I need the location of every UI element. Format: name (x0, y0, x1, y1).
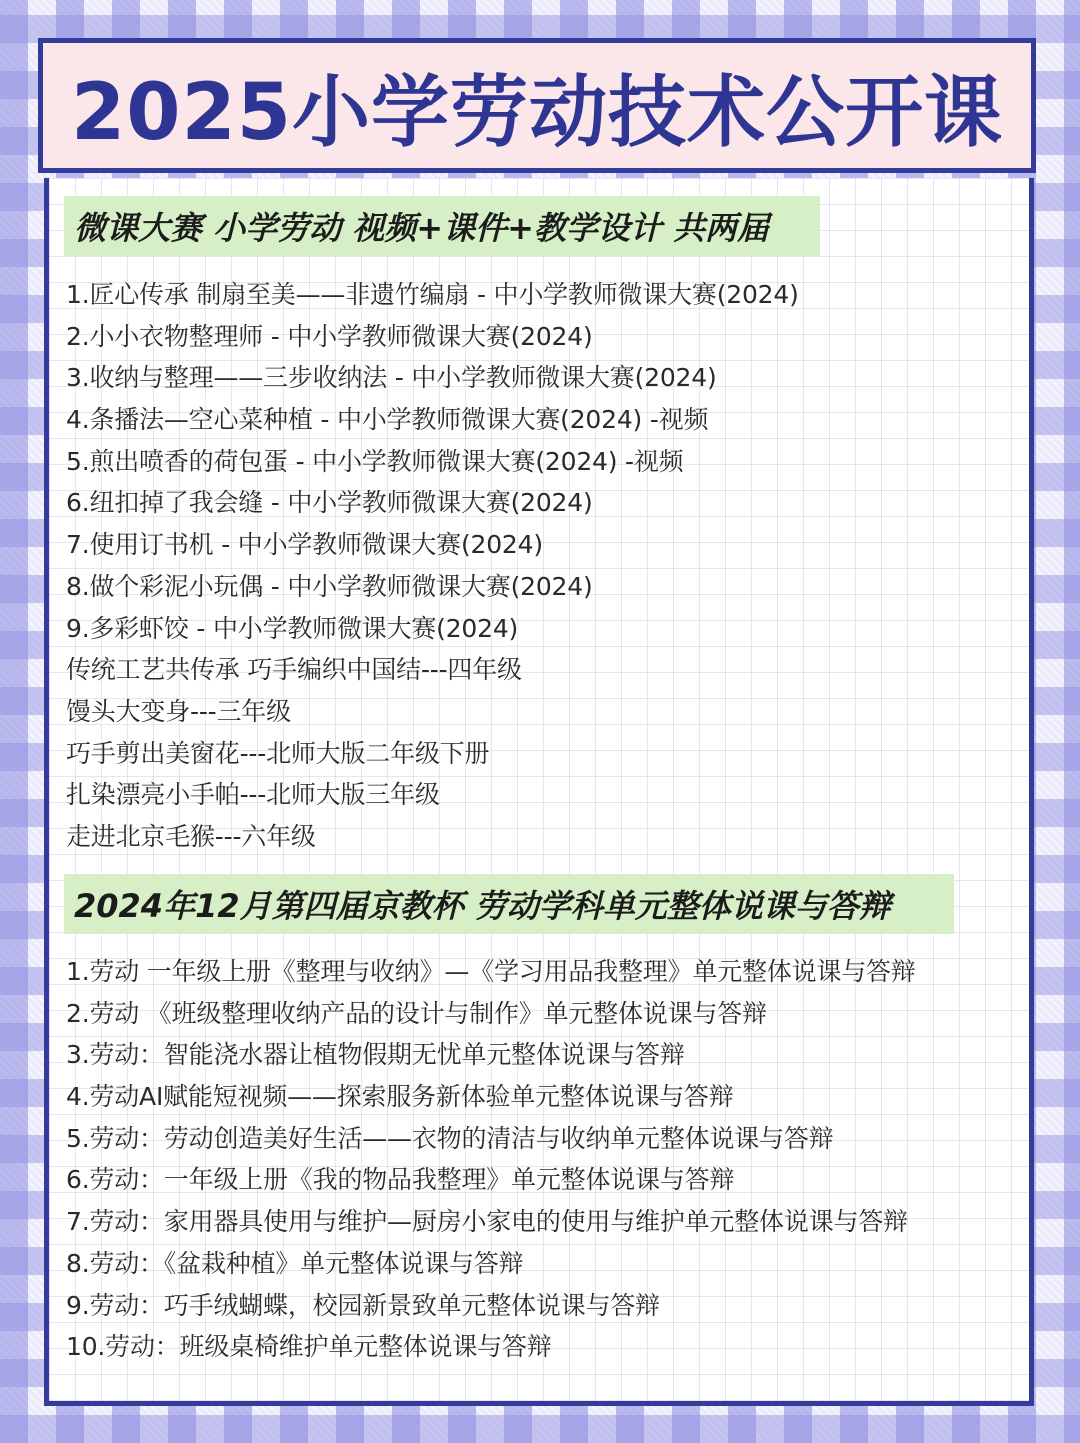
list-item: 7.劳动：家用器具使用与维护—厨房小家电的使用与维护单元整体说课与答辩 (66, 1207, 908, 1237)
list-item: 4.劳动AI赋能短视频——探索服务新体验单元整体说课与答辩 (66, 1082, 734, 1112)
list-item: 1.匠心传承 制扇至美——非遗竹编扇 - 中小学教师微课大赛(2024) (66, 280, 799, 309)
list-item: 7.使用订书机 - 中小学教师微课大赛(2024) (66, 530, 543, 560)
list-item: 扎染漂亮小手帕---北师大版三年级 (66, 780, 440, 810)
section-heading-text: 2024年12月第四届京教杯 劳动学科单元整体说课与答辩 (74, 887, 891, 925)
list-item: 3.收纳与整理——三步收纳法 - 中小学教师微课大赛(2024) (66, 363, 717, 393)
list-item: 10.劳动：班级桌椅维护单元整体说课与答辩 (66, 1332, 552, 1362)
title-banner (38, 38, 1036, 173)
list-item: 6.纽扣掉了我会缝 - 中小学教师微课大赛(2024) (66, 488, 593, 518)
list-item: 馒头大变身---三年级 (66, 696, 291, 726)
section-heading-microcourse (64, 196, 820, 256)
list-item: 5.煎出喷香的荷包蛋 - 中小学教师微课大赛(2024) -视频 (66, 446, 684, 476)
microcourse-list (66, 274, 799, 858)
jingjiaobei-list (66, 951, 916, 1368)
list-item: 1.劳动 一年级上册《整理与收纳》—《学习用品我整理》单元整体说课与答辩 (66, 957, 916, 986)
list-item: 2.小小衣物整理师 - 中小学教师微课大赛(2024) (66, 321, 593, 351)
list-item: 2.劳动 《班级整理收纳产品的设计与制作》单元整体说课与答辩 (66, 998, 767, 1028)
list-item: 6.劳动：一年级上册《我的物品我整理》单元整体说课与答辩 (66, 1165, 735, 1195)
list-item: 3.劳动：智能浇水器让植物假期无忧单元整体说课与答辩 (66, 1040, 685, 1070)
list-item: 4.条播法—空心菜种植 - 中小学教师微课大赛(2024) -视频 (66, 405, 709, 435)
section-heading-jingjiaobei (64, 874, 954, 934)
list-item: 巧手剪出美窗花---北师大版二年级下册 (66, 738, 490, 768)
list-item: 传统工艺共传承 巧手编织中国结---四年级 (66, 655, 522, 685)
list-item: 8.做个彩泥小玩偶 - 中小学教师微课大赛(2024) (66, 571, 593, 601)
list-item: 5.劳动：劳动创造美好生活——衣物的清洁与收纳单元整体说课与答辩 (66, 1123, 834, 1153)
list-item: 走进北京毛猴---六年级 (66, 821, 316, 851)
page-title: 2025小学劳动技术公开课 (70, 67, 1004, 158)
section-heading-text: 微课大赛 小学劳动 视频+课件+教学设计 共两届 (74, 209, 770, 247)
list-item: 9.多彩虾饺 - 中小学教师微课大赛(2024) (66, 613, 519, 643)
list-item: 8.劳动：《盆栽种植》单元整体说课与答辩 (66, 1248, 524, 1278)
list-item: 9.劳动：巧手绒蝴蝶，校园新景致单元整体说课与答辩 (66, 1290, 660, 1320)
